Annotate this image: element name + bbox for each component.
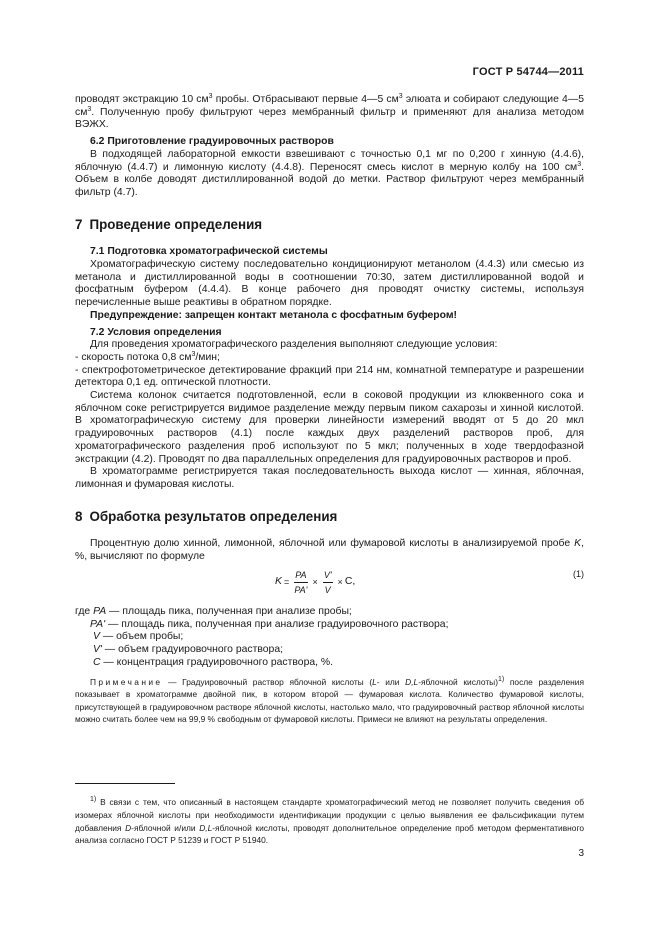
definition-symbol: PA: [93, 605, 107, 617]
footnote-divider: [75, 783, 175, 784]
section-7-1-title: 7.1 Подготовка хроматографической системы: [90, 246, 328, 258]
definition-item: [75, 657, 584, 670]
definition-item: [75, 644, 584, 657]
footnote: [75, 796, 584, 846]
formula-fraction-1: [294, 569, 307, 597]
section-8-title: Обработка результатов определения: [89, 508, 338, 524]
page-number: 3: [578, 848, 584, 859]
section-8-intro-b: , %, вычисляют по формуле: [75, 538, 584, 563]
formula-equals: =: [283, 577, 290, 588]
note-label: Примечание: [90, 677, 163, 688]
definition-text: — объем градуировочного раствора;: [101, 643, 283, 655]
equation-number: (1): [573, 568, 584, 579]
section-8-number: 8: [75, 508, 83, 524]
formula-times-2: ×: [337, 577, 343, 588]
condition-item-1-text: - скорость потока 0,8 см: [75, 351, 192, 363]
intro-text-d: . Полученную пробу фильтруют через мембранный фильтр и применяют для анализа методом ВЭЖХ.: [75, 106, 584, 131]
section-7-2-intro: Для проведения хроматографического разделения выполняют следующие условия:: [90, 339, 498, 351]
footnote-text-b: -яблочной и/или: [131, 822, 200, 833]
formula-fraction-2: [323, 569, 333, 597]
condition-item-1-sup: 3: [191, 350, 196, 358]
definition-symbol: V: [93, 631, 100, 643]
condition-item-2: - спектрофотометрическое детектирование фракций при 214 нм, комнатной температуре и разрешении детектора 0,1 ед. оптической плотности.: [75, 364, 584, 389]
section-6-2-text: [75, 149, 584, 200]
fraction-1-denominator: PA': [294, 585, 308, 596]
section-7-heading: [75, 216, 584, 232]
section-7-2-para-2: В хроматограмме регистрируется такая последовательность выхода кислот — хинная, яблочная, лимонная и фумаровая кислоты.: [75, 466, 584, 490]
definition-symbol: C: [93, 656, 101, 668]
intro-text-c: элюата и собирают следующие 4—5 см: [75, 94, 585, 118]
section-6-2-sup: 3: [577, 160, 582, 168]
intro-sup-b: 3: [398, 93, 403, 100]
note-dl: D,L: [405, 677, 419, 688]
formula-block: [75, 568, 584, 602]
note-footnote-ref[interactable]: 1): [498, 676, 505, 684]
condition-item-1-unit: /мин;: [195, 351, 220, 363]
page-content: [75, 94, 584, 725]
definition-symbol: V': [93, 643, 102, 655]
formula-lhs: K: [275, 576, 282, 588]
footnote-text-c: -яблочной кислоты, проводят дополнительное определение проб методом ферментативного анализа согласно ГОСТ Р 51239 и ГОСТ Р 51940.: [75, 822, 584, 846]
footnote-d: D: [125, 822, 132, 833]
definition-text: — концентрация градуировочного раствора, %.: [100, 656, 334, 668]
section-6-2-text-a: В подходящей лабораторной емкости взвешивают с точностью 0,1 мг по 0,200 г хинную (4.4.6), яблочную (4.4.7) и лимонную кислоту (4.4.8). Переносят смесь кислот в мерную колбу на 100 см: [75, 148, 584, 173]
intro-sup-a: 3: [208, 93, 213, 100]
definition-symbol: PA': [90, 618, 106, 630]
section-8-intro-k: K: [574, 538, 582, 550]
condition-item-1: [75, 352, 584, 365]
formula-times-1: ×: [312, 577, 318, 588]
section-7-number: 7: [75, 216, 83, 232]
note-text-b: - или: [376, 677, 406, 688]
note-text-d: после разделения показывает в хроматограмме двойной пик, в котором второй — фумаровая кислота. Количество фумаровой кислоты, присутствующей в градуировочном растворе яблочной кислоты, настолько мало, что градуировочный раствор яблочной кислоты можно считать более чем на 99,9 % свободным от фумаровой кислоты. Примеси не влияют на результаты определения.: [75, 677, 584, 724]
intro-sup-c: 3: [87, 105, 92, 113]
section-7-2-title: 7.2 Условия определения: [90, 326, 222, 338]
intro-text-a: проводят экстракцию 10 см: [75, 94, 209, 105]
fraction-2-denominator: V: [324, 585, 331, 596]
section-6-2-title: 6.2 Приготовление градуировочных растворов: [90, 136, 334, 148]
section-7-2-para-1: Система колонок считается подготовленной, если в соковой продукции из клюквенного сока и яблочном соке регистрируется видимое разделение между первым пиком сахарозы и хинной кислотой. В хроматографическую систему для проверки линейности измерений вводят от 5 до 20 мкл градуировочных растворов (4.1) после каждых двух разделений растворов проб, для хроматографического разделения проб используют по 5 мкл; полученных в ходе твердофазной экстракции (4.2). Проводят по два параллельных определения для градуировочных растворов и проб.: [75, 390, 584, 465]
formula-c: C,: [344, 576, 356, 588]
intro-paragraph: [75, 94, 584, 132]
definition-text: — площадь пика, полученная при анализе градуировочного раствора;: [105, 618, 449, 630]
intro-text-b: пробы. Отбрасывают первые 4—5 см: [212, 94, 399, 105]
formula: [275, 568, 355, 598]
footnote-text-a: В связи с тем, что описанный в настоящем стандарте хроматографический метод не позволяет получить сведения об изомерах яблочной кислоты при необходимости идентификации продукции с целью выявления ее фальсификации путем добавления: [75, 797, 584, 833]
footnote-mark: 1): [90, 796, 97, 804]
note-text-a: — Градуировочный раствор яблочной кислоты (: [162, 677, 373, 688]
warning-text: Предупреждение: запрещен контакт метанола с фосфатным буфером!: [90, 309, 458, 321]
section-8-heading: [75, 508, 584, 524]
section-6-2-text-b: . Объем в колбе доводят дистиллированной водой до метки. Раствор фильтруют через мембранный фильтр (4.7).: [75, 161, 584, 198]
definitions-list: [75, 606, 584, 670]
where-word: где: [75, 605, 91, 617]
definition-item: [75, 619, 584, 632]
footnote-dl: D,L: [199, 822, 213, 833]
section-7-title: Проведение определения: [89, 216, 263, 232]
fraction-1-numerator: PA: [294, 569, 307, 584]
note-text-c: -яблочной кислоты): [418, 677, 498, 688]
fraction-2-numerator: V': [323, 569, 333, 584]
section-8-intro-a: Процентную долю хинной, лимонной, яблочной или фумаровой кислоты в анализируемой пробе: [90, 538, 575, 550]
section-7-1-text: Хроматографическую систему последовательно кондиционируют метанолом (4.4.3) или смесью из метанола и дистиллированной воды в соотношении 70:30, затем дистиллированной водой и фосфатным буфером (4.4.4). В конце рабочего дня проводят очистку системы, используя перечисленные выше реактивы в обратном порядке.: [75, 259, 584, 309]
definition-item: [75, 606, 584, 619]
definition-item: [75, 631, 584, 644]
section-8-intro: [75, 538, 584, 563]
note-l: L: [372, 677, 377, 688]
note-paragraph: [75, 676, 584, 724]
definition-text: — площадь пика, полученная при анализе пробы;: [106, 605, 352, 617]
definition-text: — объем пробы;: [99, 631, 184, 643]
standard-header: ГОСТ Р 54744—2011: [472, 66, 584, 78]
